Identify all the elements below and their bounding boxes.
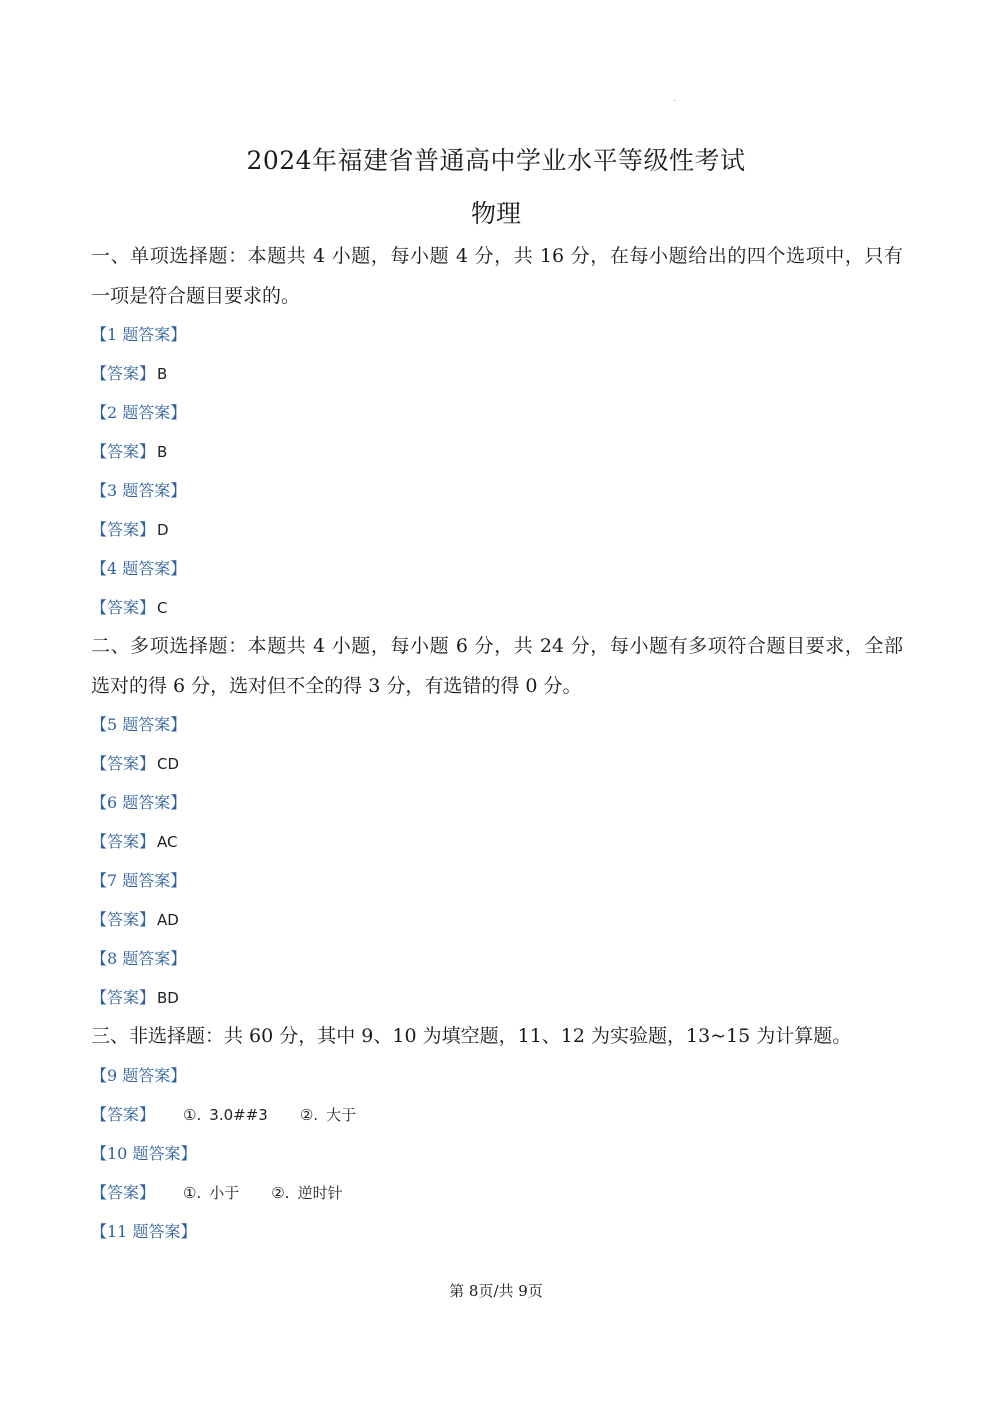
q2-answer-header: 【2 题答案】 xyxy=(91,403,187,422)
q8-answer: 【答案】 BD xyxy=(91,988,179,1007)
q10-answer-header: 【10 题答案】 xyxy=(91,1144,197,1163)
q2-answer: 【答案】 B xyxy=(91,442,168,461)
q10-answer: 【答案】 ①. 小于 ②. 逆时针 xyxy=(91,1183,343,1202)
q3-answer: 【答案】 D xyxy=(91,520,169,539)
q9-answer: 【答案】 ①. 3.0##3 ②. 大于 xyxy=(91,1105,357,1124)
q5-answer: 【答案】 CD xyxy=(91,754,180,773)
subject-heading: 物理 xyxy=(470,199,521,228)
section3-instructions-line1: 三、非选择题：共 60 分，其中 9、10 为填空题，11、12 为实验题，13~15 为计算题。 xyxy=(91,1025,852,1047)
section1-instructions-line2: 一项是符合题目要求的。 xyxy=(91,285,301,307)
q4-answer: 【答案】 C xyxy=(91,598,168,617)
q8-answer-header: 【8 题答案】 xyxy=(91,949,187,968)
page-footer: 第 8页/共 9页 xyxy=(449,1282,543,1300)
q1-answer-header: 【1 题答案】 xyxy=(91,325,187,344)
q6-answer-header: 【6 题答案】 xyxy=(91,793,187,812)
q5-answer-header: 【5 题答案】 xyxy=(91,715,187,734)
q6-answer: 【答案】 AC xyxy=(91,832,178,851)
q1-answer: 【答案】 B xyxy=(91,364,168,383)
section2-instructions-line1: 二、多项选择题：本题共 4 小题，每小题 6 分，共 24 分，每小题有多项符合题目要求，全部 xyxy=(91,635,903,657)
q7-answer: 【答案】 AD xyxy=(91,910,179,929)
q3-answer-header: 【3 题答案】 xyxy=(91,481,187,500)
q9-answer-header: 【9 题答案】 xyxy=(91,1066,187,1085)
page-title: 2024年福建省普通高中学业水平等级性考试 xyxy=(246,146,746,175)
q11-answer-header: 【11 题答案】 xyxy=(91,1222,197,1241)
speck-mark xyxy=(674,100,675,101)
section1-instructions-line1: 一、单项选择题：本题共 4 小题，每小题 4 分，共 16 分，在每小题给出的四个选项中，只有 xyxy=(91,245,903,267)
q7-answer-header: 【7 题答案】 xyxy=(91,871,187,890)
section2-instructions-line2: 选对的得 6 分，选对但不全的得 3 分，有选错的得 0 分。 xyxy=(91,675,582,697)
q4-answer-header: 【4 题答案】 xyxy=(91,559,187,578)
